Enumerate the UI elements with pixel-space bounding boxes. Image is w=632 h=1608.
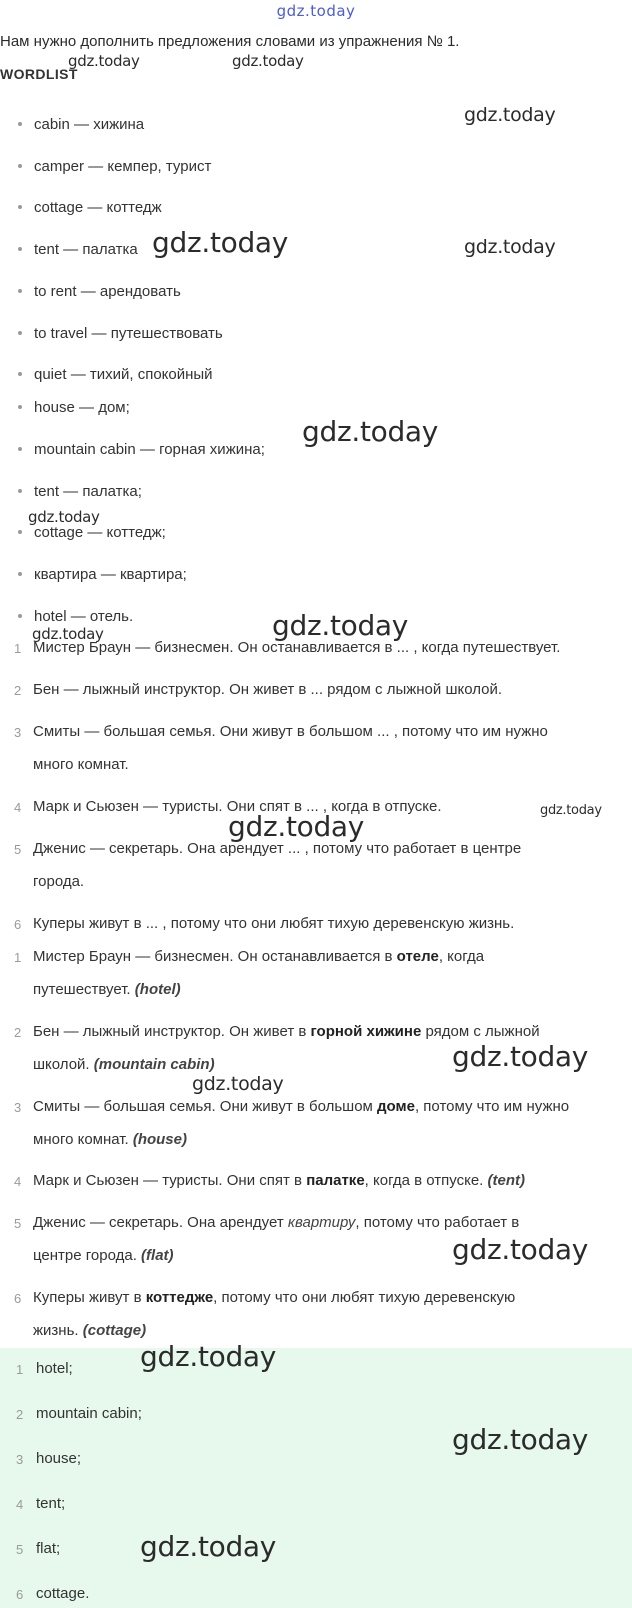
translation-item: Марк и Сьюзен — туристы. Они спят в палатке, когда в отпуске. (tent) (33, 1172, 526, 1189)
item-number: 5 (14, 1216, 22, 1231)
watermark: gdz.today (152, 226, 289, 259)
item-number: 5 (14, 842, 22, 857)
wordlist-item: mountain cabin — горная хижина; (18, 441, 265, 458)
watermark: gdz.today (192, 1073, 284, 1095)
wordlist-item: cabin — хижина (18, 116, 144, 133)
item-number: 5 (16, 1542, 24, 1557)
translation-item: Смиты — большая семья. Они живут в большом доме, потому что им нужно много комнат. (house) (33, 1098, 570, 1148)
answer-item: hotel; (36, 1360, 73, 1377)
item-number: 6 (16, 1587, 24, 1602)
translation-item: Куперы живут в коттедже, потому что они любят тихую деревенскую жизнь. (cottage) (33, 1289, 516, 1339)
item-number: 4 (16, 1497, 24, 1512)
translation-item: Бен — лыжный инструктор. Он живет в горной хижине рядом с лыжной школой. (mountain cabin) (33, 1023, 540, 1073)
wordlist-item: tent — палатка; (18, 483, 142, 500)
bullet-icon (18, 372, 22, 376)
item-number: 2 (16, 1407, 24, 1422)
wordlist-item: cottage — коттедж; (18, 524, 166, 541)
intro-text: Нам нужно дополнить предложения словами из упражнения № 1. (0, 33, 460, 50)
item-number: 3 (16, 1452, 24, 1467)
wordlist-item: camper — кемпер, турист (18, 158, 211, 175)
bullet-icon (18, 572, 22, 576)
watermark: gdz.today (452, 1233, 589, 1266)
watermark: gdz.today (464, 236, 556, 258)
wordlist-title: WORDLIST (0, 66, 78, 82)
watermark: gdz.today (32, 625, 104, 643)
answer-item: flat; (36, 1540, 61, 1557)
answer-item: cottage. (36, 1585, 90, 1602)
item-number: 3 (14, 725, 22, 740)
watermark: gdz.today (232, 52, 304, 70)
wordlist-item: to travel — путешествовать (18, 325, 223, 342)
watermark: gdz.today (272, 609, 409, 642)
bullet-icon (18, 447, 22, 451)
bullet-icon (18, 331, 22, 335)
item-number: 4 (14, 800, 22, 815)
answer-panel (0, 1348, 632, 1608)
item-number: 6 (14, 917, 22, 932)
wordlist-item: hotel — отель. (18, 608, 133, 625)
watermark: gdz.today (452, 1423, 589, 1456)
exercise-item: Марк и Сьюзен — туристы. Они спят в ... , когда в отпуске. (33, 798, 442, 815)
bullet-icon (18, 164, 22, 168)
bullet-icon (18, 289, 22, 293)
exercise-item: Дженис — секретарь. Она арендует ... , потому что работает в центре города. (33, 840, 522, 890)
bullet-icon (18, 489, 22, 493)
item-number: 3 (14, 1100, 22, 1115)
site-link[interactable]: gdz.today (276, 2, 356, 20)
watermark: gdz.today (228, 810, 365, 843)
bullet-icon (18, 530, 22, 534)
watermark: gdz.today (452, 1040, 589, 1073)
item-number: 1 (14, 950, 22, 965)
item-number: 1 (14, 641, 22, 656)
item-number: 2 (14, 1025, 22, 1040)
exercise-item: Смиты — большая семья. Они живут в большом ... , потому что им нужно много комнат. (33, 723, 548, 773)
answer-item: house; (36, 1450, 82, 1467)
answer-item: tent; (36, 1495, 66, 1512)
bullet-icon (18, 122, 22, 126)
watermark: gdz.today (28, 508, 100, 526)
wordlist-item: cottage — коттедж (18, 199, 162, 216)
watermark: gdz.today (68, 52, 140, 70)
watermark: gdz.today (140, 1340, 277, 1373)
bullet-icon (18, 205, 22, 209)
exercise-item: Бен — лыжный инструктор. Он живет в ... рядом с лыжной школой. (33, 681, 503, 698)
wordlist-item: house — дом; (18, 399, 130, 416)
item-number: 6 (14, 1291, 22, 1306)
bullet-icon (18, 247, 22, 251)
watermark: gdz.today (140, 1530, 277, 1563)
bullet-icon (18, 405, 22, 409)
wordlist-item: quiet — тихий, спокойный (18, 366, 213, 383)
item-number: 4 (14, 1174, 22, 1189)
watermark: gdz.today (540, 803, 602, 818)
exercise-item: Мистер Браун — бизнесмен. Он останавливается в ... , когда путешествует. (33, 639, 561, 656)
translation-item: Дженис — секретарь. Она арендует квартиру, потому что работает в центре города. (flat) (33, 1214, 520, 1264)
bullet-icon (18, 614, 22, 618)
wordlist-item: tent — палатка (18, 241, 138, 258)
item-number: 2 (14, 683, 22, 698)
exercise-item: Куперы живут в ... , потому что они любят тихую деревенскую жизнь. (33, 915, 515, 932)
watermark: gdz.today (464, 104, 556, 126)
wordlist-item: to rent — арендовать (18, 283, 181, 300)
translation-item: Мистер Браун — бизнесмен. Он останавливается в отеле, когда путешествует. (hotel) (33, 948, 485, 998)
wordlist-item: квартира — квартира; (18, 566, 187, 583)
answer-item: mountain cabin; (36, 1405, 142, 1422)
item-number: 1 (16, 1362, 24, 1377)
watermark: gdz.today (302, 415, 439, 448)
